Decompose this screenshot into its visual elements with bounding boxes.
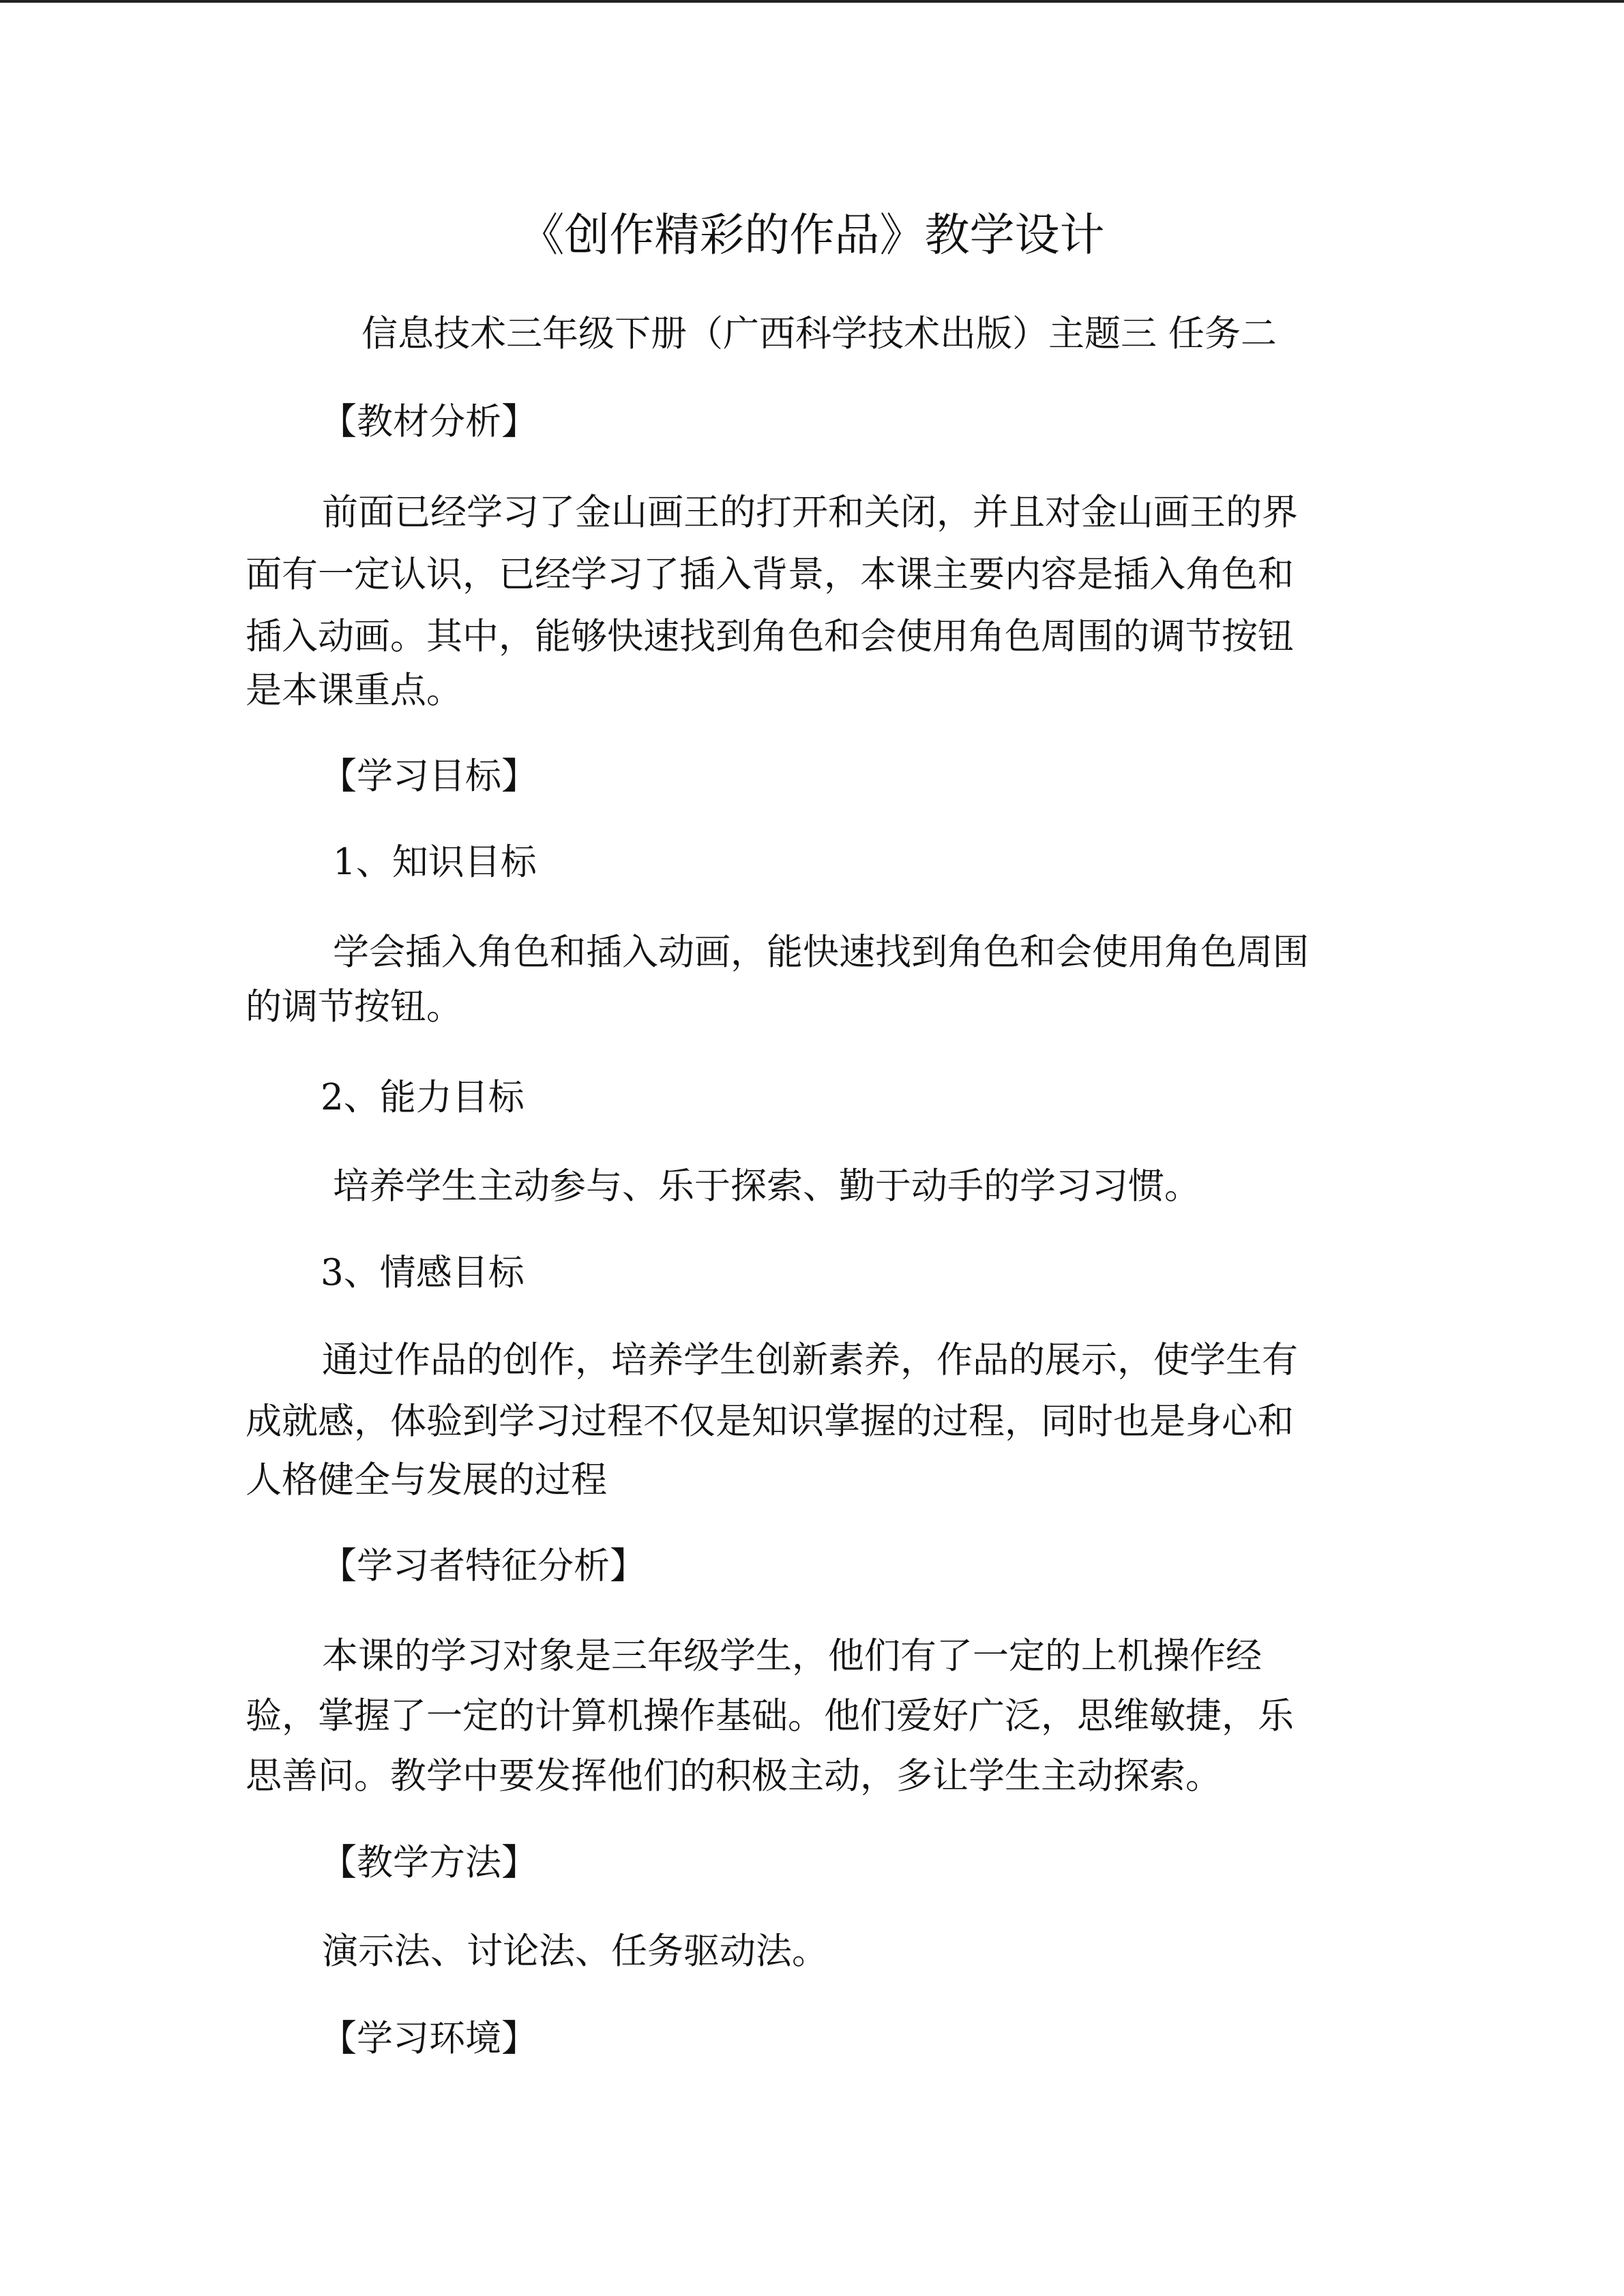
textbook-analysis-line-1: 前面已经学习了金山画王的打开和关闭，并且对金山画王的界 xyxy=(322,492,1298,533)
knowledge-goal-label: 1、知识目标 xyxy=(333,841,537,883)
textbook-analysis-line-3: 插入动画。其中，能够快速找到角色和会使用角色周围的调节按钮 xyxy=(246,616,1294,657)
learner-analysis-line-1: 本课的学习对象是三年级学生，他们有了一定的上机操作经 xyxy=(322,1635,1262,1677)
learner-analysis-line-3: 思善问。教学中要发挥他们的积极主动，多让学生主动探索。 xyxy=(246,1755,1222,1797)
knowledge-goal-line-2: 的调节按钮。 xyxy=(246,986,462,1028)
learner-analysis-line-2: 验，掌握了一定的计算机操作基础。他们爱好广泛，思维敏捷，乐 xyxy=(246,1695,1294,1737)
heading-learning-goals: 【学习目标】 xyxy=(321,756,537,797)
document-subtitle: 信息技术三年级下册（广西科学技术出版）主题三 任务二 xyxy=(361,313,1277,355)
teaching-methods-text: 演示法、讨论法、任务驱动法。 xyxy=(322,1930,828,1972)
ability-goal-text: 培养学生主动参与、乐于探索、勤于动手的学习习惯。 xyxy=(333,1165,1200,1207)
emotion-goal-line-3: 人格健全与发展的过程 xyxy=(246,1459,607,1501)
heading-learning-environment: 【学习环境】 xyxy=(321,2018,537,2059)
textbook-analysis-line-4: 是本课重点。 xyxy=(246,670,462,711)
emotion-goal-line-2: 成就感，体验到学习过程不仅是知识掌握的过程，同时也是身心和 xyxy=(246,1401,1294,1442)
heading-learner-analysis: 【学习者特征分析】 xyxy=(321,1545,646,1587)
knowledge-goal-line-1: 学会插入角色和插入动画，能快速找到角色和会使用角色周围 xyxy=(333,931,1309,973)
heading-textbook-analysis: 【教材分析】 xyxy=(321,401,537,443)
ability-goal-label: 2、能力目标 xyxy=(321,1077,525,1118)
heading-teaching-methods: 【教学方法】 xyxy=(321,1842,537,1883)
emotion-goal-label: 3、情感目标 xyxy=(321,1252,525,1294)
emotion-goal-line-1: 通过作品的创作，培养学生创新素养，作品的展示，使学生有 xyxy=(322,1339,1298,1381)
textbook-analysis-line-2: 面有一定认识，已经学习了插入背景，本课主要内容是插入角色和 xyxy=(246,554,1294,595)
document-title: 《创作精彩的作品》教学设计 xyxy=(519,209,1105,261)
